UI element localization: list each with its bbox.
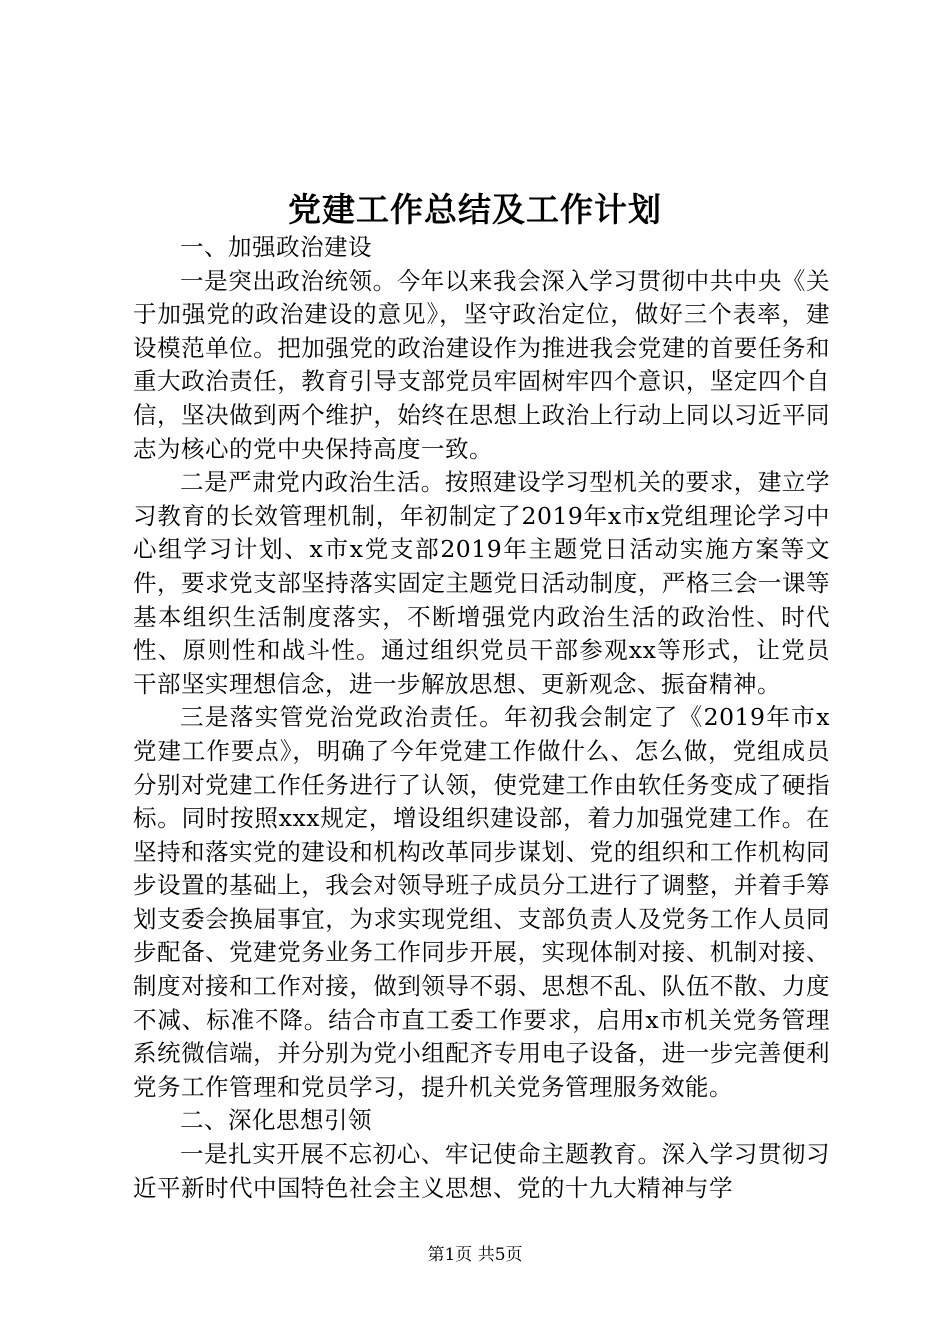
paragraph: 一是突出政治统领。今年以来我会深入学习贯彻中共中央《关于加强党的政治建设的意见》，坚守政治定位，做好三个表率，建设模范单位。把加强党的政治建设作为推进我会党建的首要任务和重大政治责任，教育引导支部党员牢固树牢四个意识，坚定四个自信，坚决做到两个维护，始终在思想上政治上行动上同以习近平同志为核心的党中央保持高度一致。 bbox=[133, 266, 830, 463]
section-heading: 一、加强政治建设 bbox=[180, 233, 372, 261]
document-title: 党建工作总结及工作计划 bbox=[288, 190, 662, 229]
document-body bbox=[133, 231, 830, 1205]
page-footer: 第1页 共5页 bbox=[427, 1245, 523, 1265]
paragraph: 二是严肃党内政治生活。按照建设学习型机关的要求，建立学习教育的长效管理机制，年初制定了2019年x市x党组理论学习中心组学习计划、x市x党支部2019年主题党日活动实施方案等文件，要求党支部坚持落实固定主题党日活动制度，严格三会一课等基本组织生活制度落实，不断增强党内政治生活的政治性、时代性、原则性和战斗性。通过组织党员干部参观xx等形式，让党员干部坚实理想信念，进一步解放思想、更新观念、振奋精神。 bbox=[133, 468, 830, 698]
paragraph: 三是落实管党治党政治责任。年初我会制定了《2019年市x党建工作要点》，明确了今年党建工作做什么、怎么做，党组成员分别对党建工作任务进行了认领，使党建工作由软任务变成了硬指标。同时按照xxx规定，增设组织建设部，着力加强党建工作。在坚持和落实党的建设和机构改革同步谋划、党的组织和工作机构同步设置的基础上，我会对领导班子成员分工进行了调整，并着手筹划支委会换届事宜，为求实现党组、支部负责人及党务工作人员同步配备、党建党务业务工作同步开展，实现体制对接、机制对接、制度对接和工作对接，做到领导不弱、思想不乱、队伍不散、力度不减、标准不降。结合市直工委工作要求，启用x市机关党务管理系统微信端，并分别为党小组配齐专用电子设备，进一步完善便利党务工作管理和党员学习，提升机关党务管理服务效能。 bbox=[133, 703, 830, 1101]
section-heading: 二、深化思想引领 bbox=[180, 1106, 372, 1135]
paragraph: 一是扎实开展不忘初心、牢记使命主题教育。深入学习贯彻习近平新时代中国特色社会主义思想、党的十九大精神与学 bbox=[133, 1140, 830, 1202]
